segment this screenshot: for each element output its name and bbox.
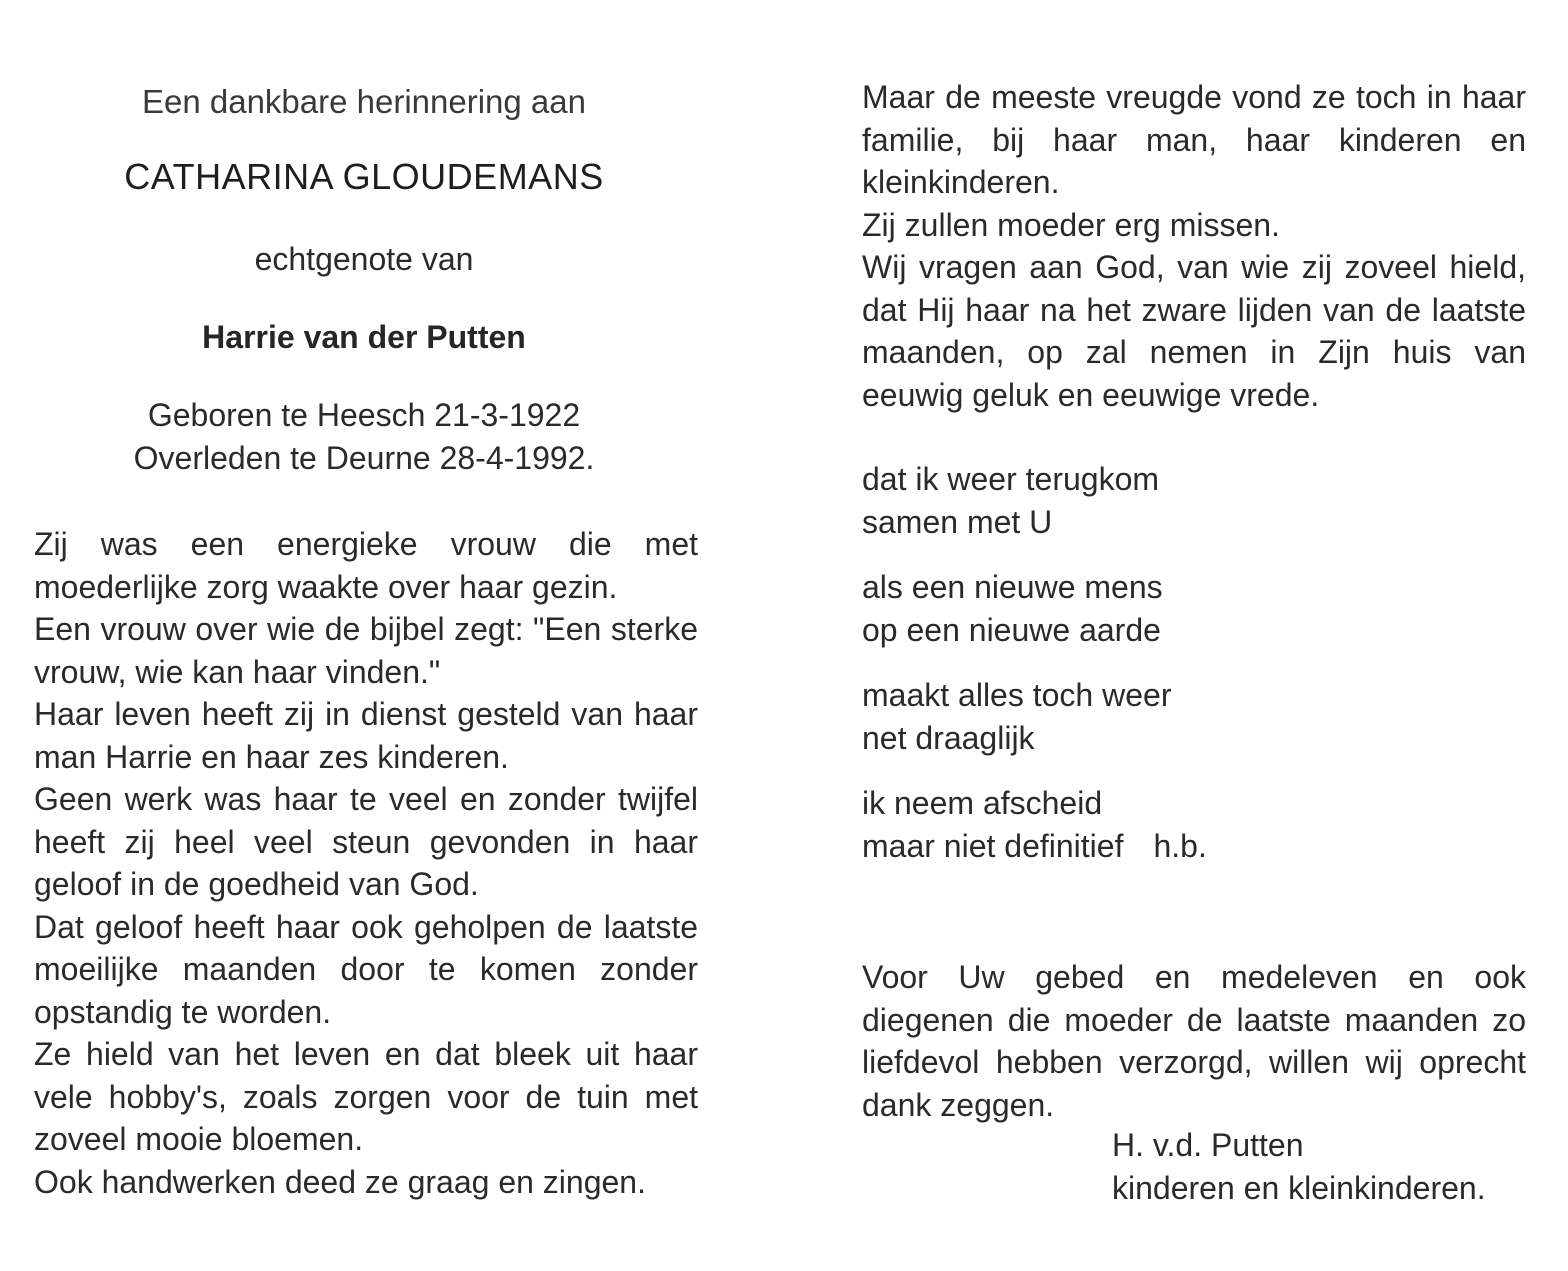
- header-block: [32, 80, 696, 480]
- deceased-name: CATHARINA GLOUDEMANS: [124, 156, 604, 197]
- poem-line: maar niet definitief: [862, 828, 1124, 864]
- birth-line: Geboren te Heesch 21-3-1922: [147, 397, 581, 433]
- right-column: [862, 76, 1526, 890]
- signature-line: kinderen en kleinkinderen.: [1112, 1169, 1486, 1206]
- bio-paragraph: Geen werk was haar te veel en zonder twijfel heeft zij heel veel steun gevonden in haar geloof in de goedheid van God.: [34, 781, 698, 902]
- poem-stanza: [862, 782, 1526, 868]
- poem-line: maakt alles toch weer: [862, 677, 1172, 713]
- death-line: Overleden te Deurne 28-4-1992.: [133, 440, 595, 476]
- poem-line: ik neem afscheid: [862, 785, 1103, 821]
- bio-paragraph: Ze hield van het leven en dat bleek uit haar vele hobby's, zoals zorgen voor de tuin met zoveel mooie bloemen.: [34, 1036, 698, 1157]
- biography: [34, 523, 698, 1203]
- left-column: [34, 80, 698, 1203]
- thanks-paragraph: Voor Uw gebed en medeleven en ook diegenen die moeder de laatste maanden zo liefdevol hebben verzorgd, willen wij oprecht dank zeggen.: [862, 959, 1526, 1123]
- bio-paragraph: Ook handwerken deed ze graag en zingen.: [34, 1163, 646, 1200]
- bio-paragraph: Zij was een energieke vrouw die met moederlijke zorg waakte over haar gezin.: [34, 526, 698, 605]
- poem-line: samen met U: [862, 504, 1053, 540]
- signature: [1112, 1124, 1486, 1209]
- poem-line: dat ik weer terugkom: [862, 461, 1160, 497]
- poem-line: net draaglijk: [862, 720, 1035, 756]
- poem-author-initials: h.b.: [1153, 828, 1207, 864]
- poem-stanza: [862, 566, 1526, 652]
- signature-line: H. v.d. Putten: [1112, 1127, 1304, 1163]
- bio-paragraph: Haar leven heeft zij in dienst gesteld van haar man Harrie en haar zes kinderen.: [34, 696, 698, 775]
- poem-stanza: [862, 458, 1526, 544]
- poem: [862, 458, 1526, 868]
- prayer-paragraph: Wij vragen aan God, van wie zij zoveel hield, dat Hij haar na het zware lijden van de laatste maanden, op zal nemen in Zijn huis van eeuwig geluk en eeuwige vrede.: [862, 249, 1526, 413]
- poem-stanza: [862, 674, 1526, 760]
- poem-line-with-initials: [862, 825, 1526, 868]
- intro-line: Een dankbare herinnering aan: [141, 83, 586, 120]
- poem-line: op een nieuwe aarde: [862, 612, 1161, 648]
- poem-line: als een nieuwe mens: [862, 569, 1163, 605]
- spouse-label: echtgenote van: [254, 241, 474, 277]
- family-paragraph: Maar de meeste vreugde vond ze toch in haar familie, bij haar man, haar kinderen en kleinkinderen.: [862, 79, 1526, 200]
- life-dates: [32, 394, 696, 480]
- bio-paragraph: Dat geloof heeft haar ook geholpen de laatste moeilijke maanden door te komen zonder opstandig te worden.: [34, 908, 698, 1030]
- bio-paragraph: Een vrouw over wie de bijbel zegt: "Een sterke vrouw, wie kan haar vinden.": [34, 611, 698, 690]
- miss-paragraph: Zij zullen moeder erg missen.: [862, 206, 1280, 243]
- spouse-name: Harrie van der Putten: [202, 319, 526, 355]
